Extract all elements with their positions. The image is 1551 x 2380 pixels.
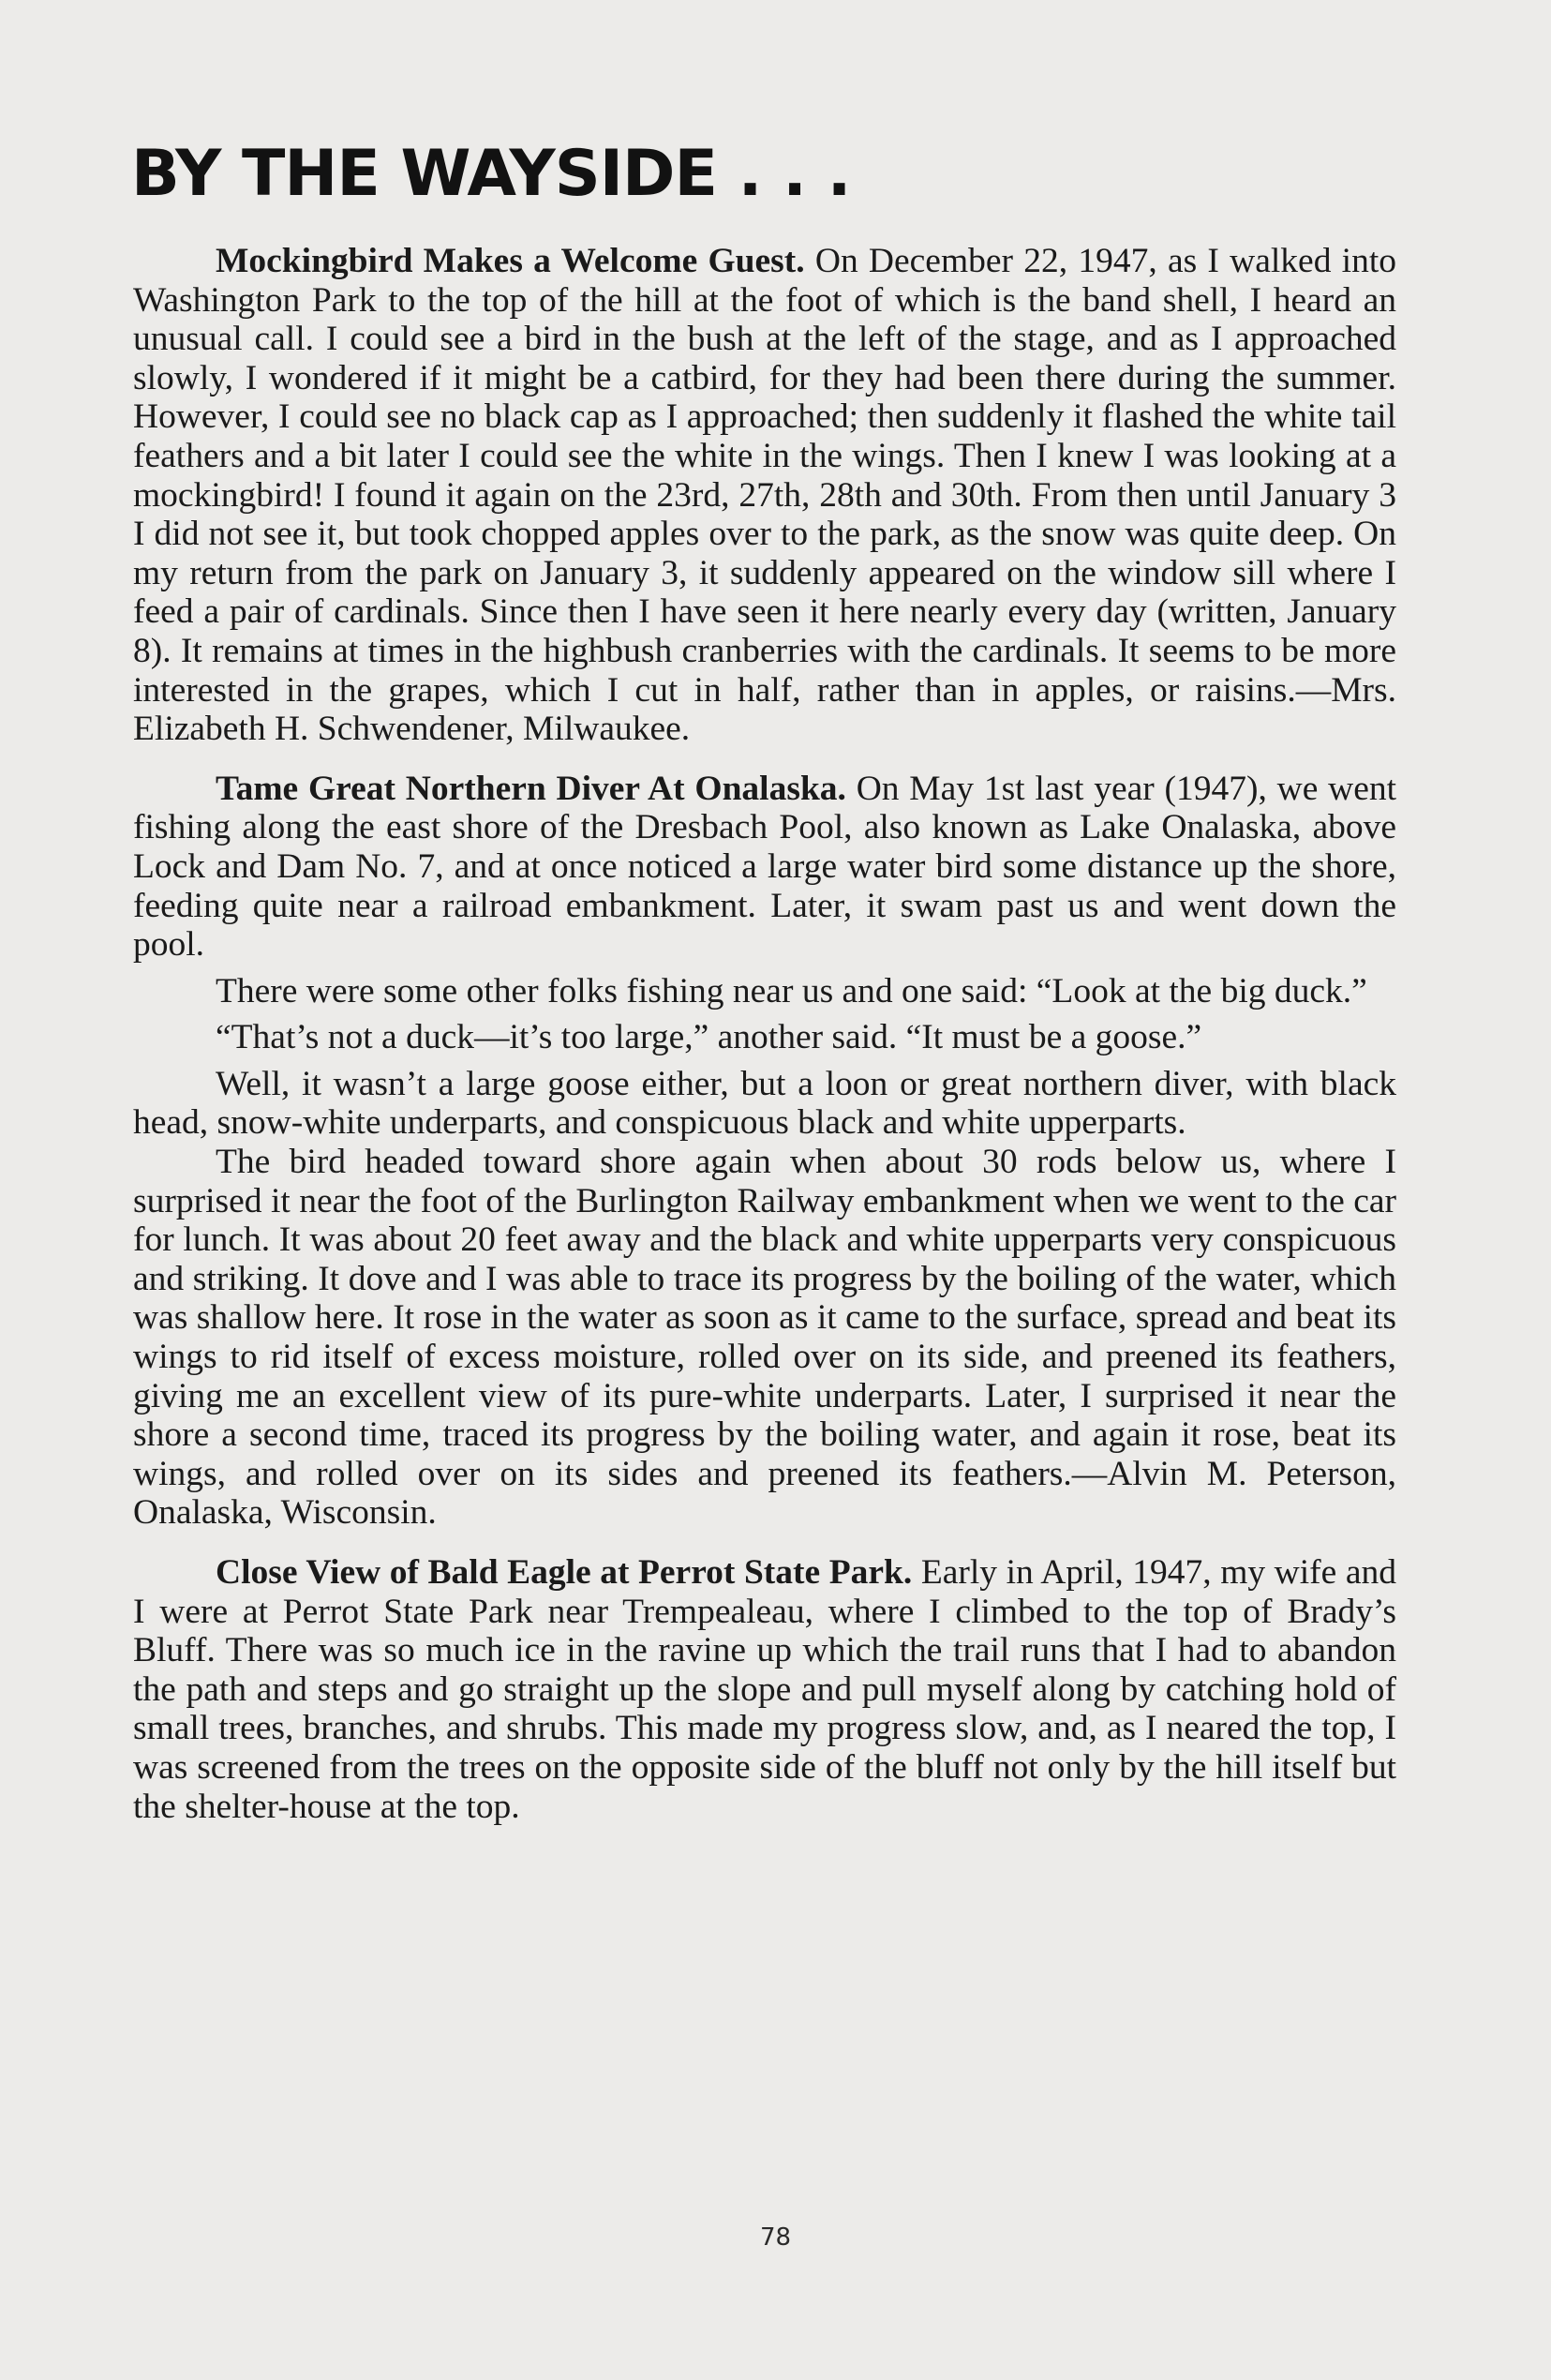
article-mockingbird-para-1: [133, 242, 1396, 749]
article-title-diver: Tame Great Northern Diver At Onalaska.: [216, 769, 846, 808]
page-number: 78: [759, 2223, 792, 2252]
article-title-mockingbird: Mockingbird Makes a Welcome Guest.: [216, 242, 805, 280]
article-text: On December 22, 1947, as I walked into Washington Park to the top of the hill at the foot of which is the band shell, I heard an unusual call. I could see a bird in the bush at the left of the stage, and as I approached slowly, I wondered if it might be a catbird, for they had been there during the summer. However, I could see no black cap as I approached; then suddenly it flashed the white tail feathers and a bit later I could see the white in the wings. Then I knew I was looking at a mockingbird! I found it again on the 23rd, 27th, 28th and 30th. From then until January 3 I did not see it, but took chopped apples over to the park, as the snow was quite deep. On my return from the park on January 3, it suddenly appeared on the window sill where I feed a pair of cardinals. Since then I have seen it here nearly every day (written, January 8). It remains at times in the highbush cranberries with the cardinals. It seems to be more interested in the grapes, which I cut in half, rather than in apples, or raisins.—Mrs. Elizabeth H. Schwendener, Milwaukee.: [133, 242, 1397, 749]
article-diver-para-3: “That’s not a duck—it’s too large,” another said. “It must be a goose.”: [216, 1018, 1202, 1057]
article-text: Early in April, 1947, my wife and I were at Perrot State Park near Trempealeau, where I climbed to the top of Brady’s Bluff. There was so much ice in the ravine up which the trail runs that I had to abandon the path and steps and go straight up the slope and pull myself along by catching hold of small trees, branches, and shrubs. This made my progress slow, and, as I neared the top, I was screened from the trees on the opposite side of the bluff not only by the hill itself but the shelter-house at the top.: [133, 1553, 1396, 1826]
article-title-eagle: Close View of Bald Eagle at Perrot State Park.: [216, 1553, 913, 1592]
article-diver-para-5: The bird headed toward shore again when about 30 rods below us, where I surprised it near the foot of the Burlington Railway embankment when we went to the car for lunch. It was about 20 feet away and the black and white upperparts very conspicuous and striking. It dove and I was able to trace its progress by the boiling of the water, which was shallow here. It rose in the water as soon as it came to the surface, spread and beat its wings to rid itself of excess moisture, rolled over on its side, and preened its feathers, giving me an excellent view of its pure-white underparts. Later, I surprised it near the shore a second time, traced its progress by the boiling water, and again it rose, beat its wings, and rolled over on its sides and preened its feathers.—Alvin M. Peterson, Onalaska, Wisconsin.: [133, 1143, 1396, 1533]
article-diver-para-2: There were some other folks fishing near us and one said: “Look at the big duck.”: [216, 971, 1367, 1010]
article-diver-para-4: Well, it wasn’t a large goose either, but a loon or great northern diver, with black head, snow-white underparts, and conspicuous black and white upperparts.: [133, 1064, 1396, 1143]
article-text: On May 1st last year (1947), we went fishing along the east shore of the Dresbach Pool, also known as Lake Onalaska, above Lock and Dam No. 7, and at once noticed a large water bird some distance up the shore, feeding quite near a railroad embankment. Later, it swam past us and went down the pool.: [133, 769, 1397, 965]
page-heading: BY THE WAYSIDE . . .: [131, 137, 851, 211]
article-diver-para-1: [133, 770, 1396, 965]
article-eagle-para-1: [133, 1553, 1396, 1826]
article-body: [133, 242, 1396, 1826]
